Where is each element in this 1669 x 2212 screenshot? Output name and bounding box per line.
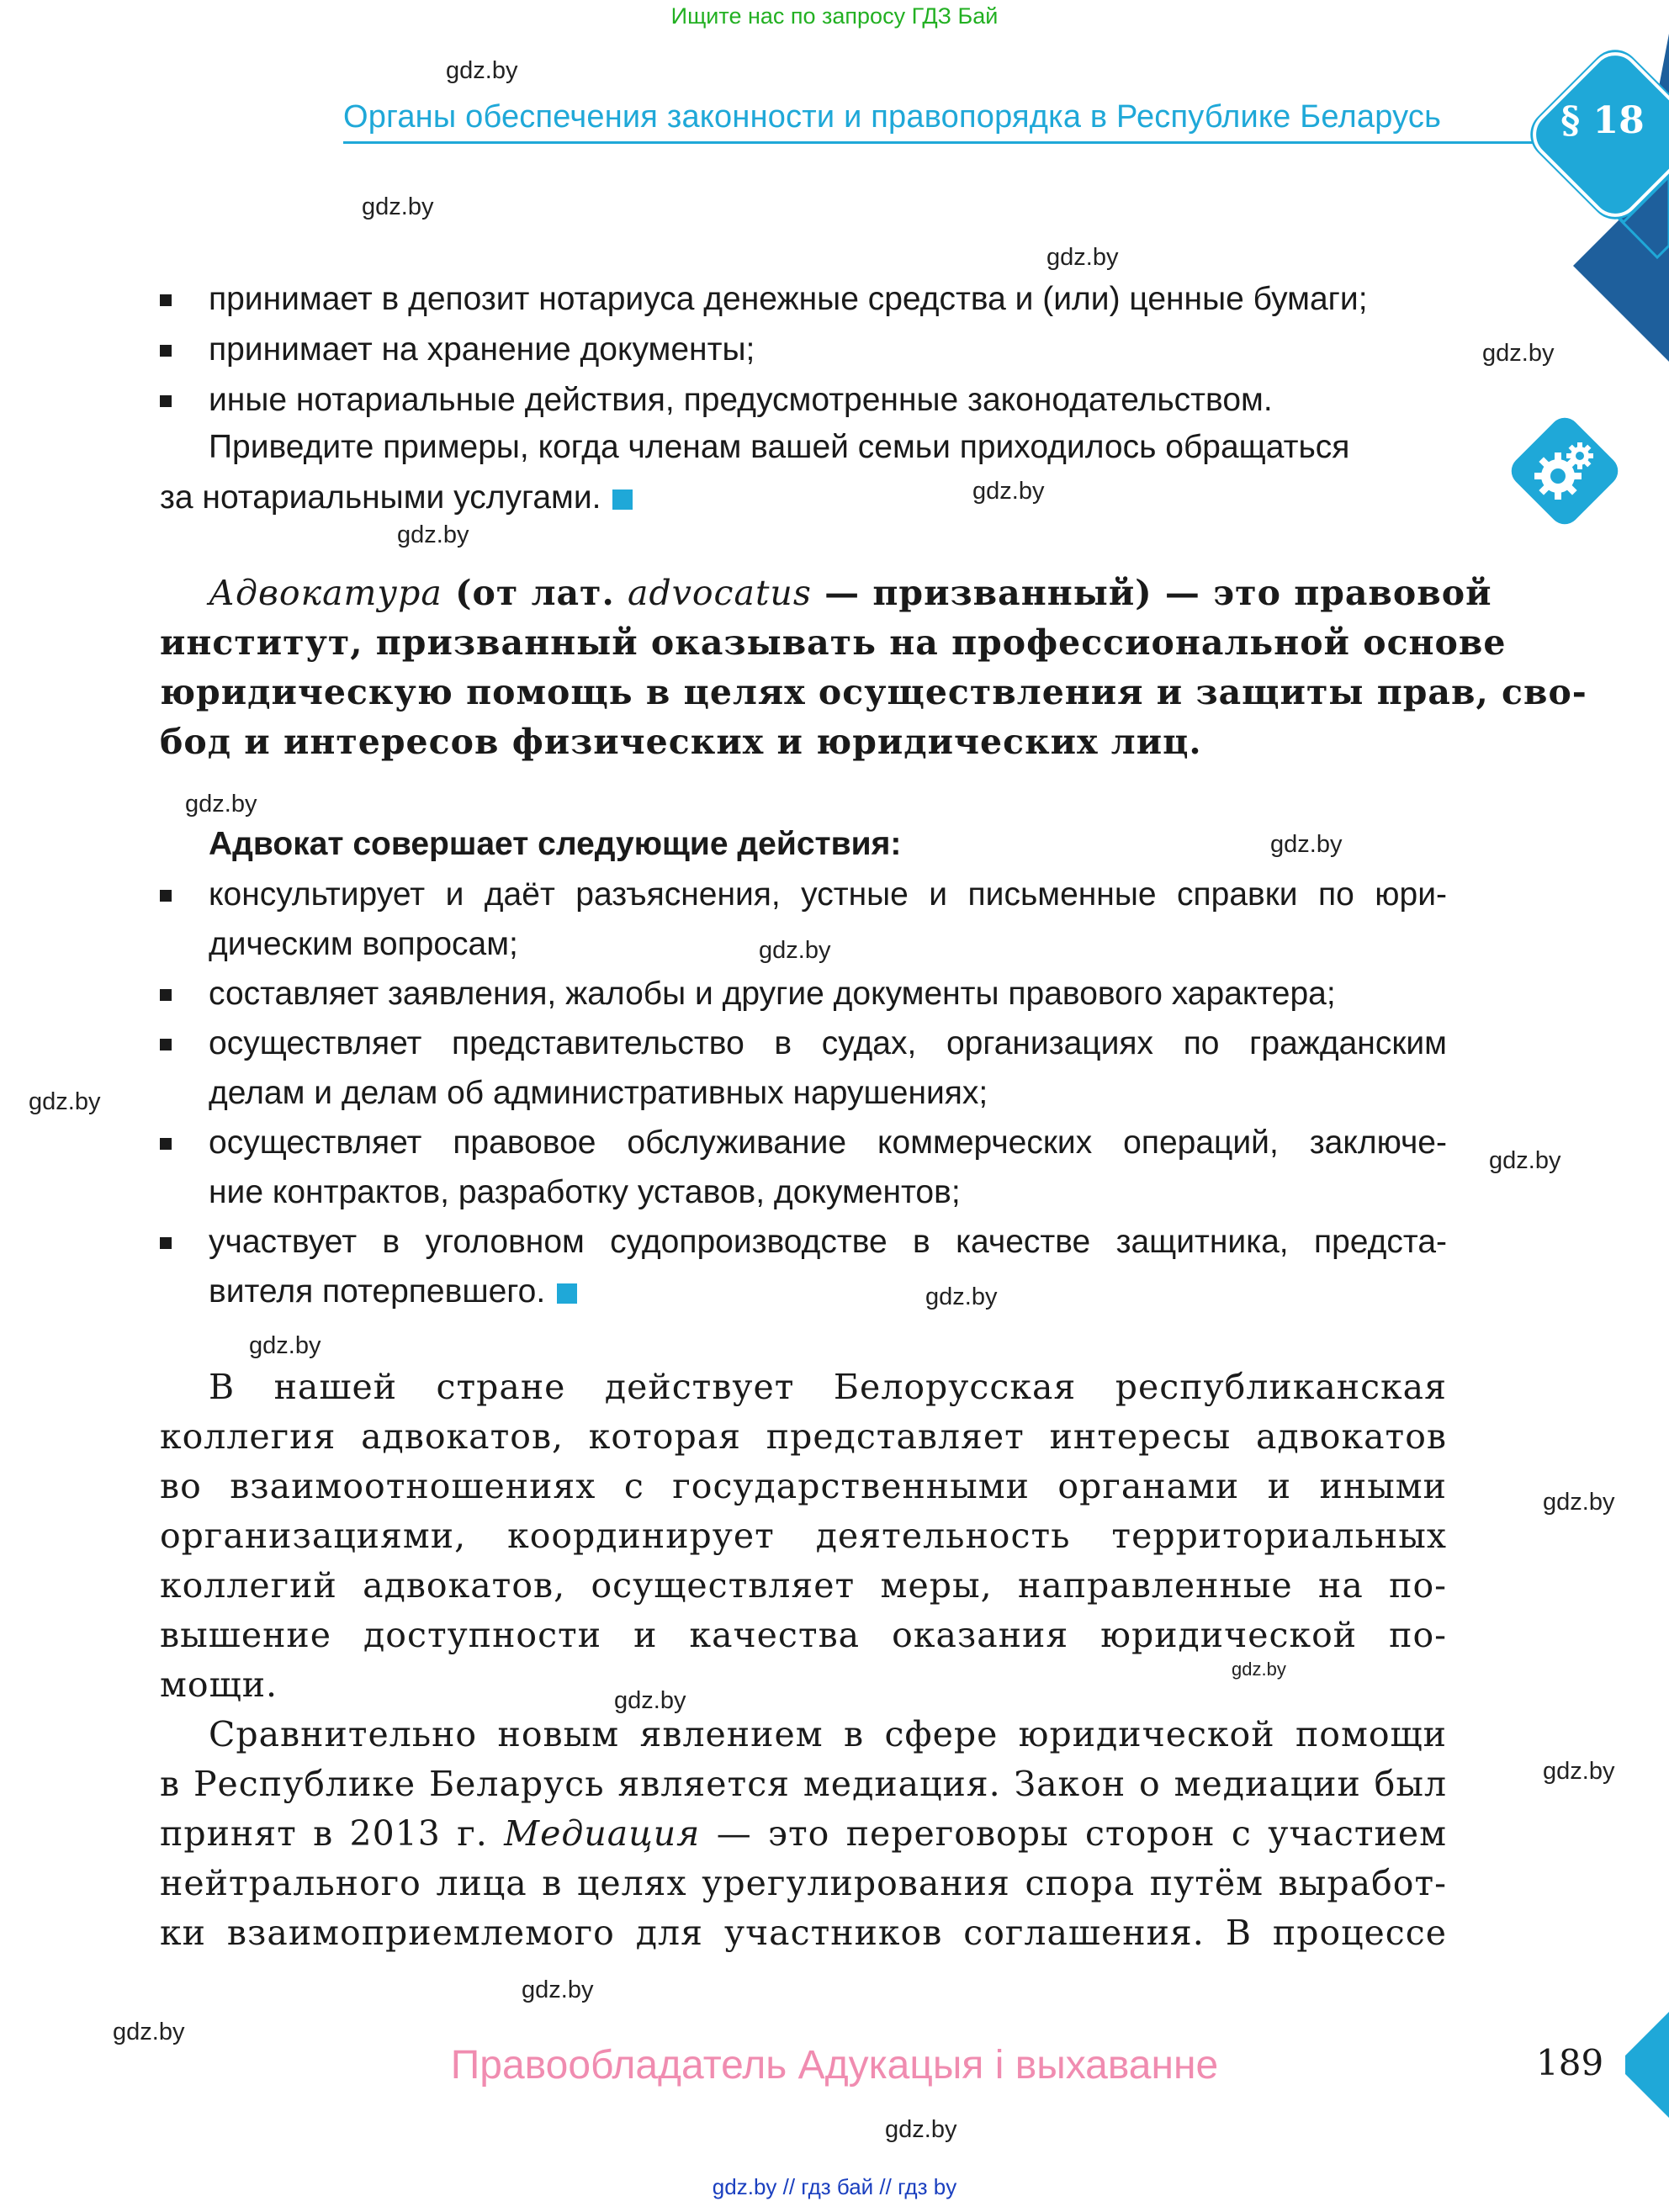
watermark: gdz.by (362, 193, 434, 220)
bullet-marker (160, 294, 172, 306)
paragraph-line: во взаимоотношениях с государственными органами и иными (160, 1466, 1447, 1506)
watermark: gdz.by (1270, 831, 1343, 858)
paragraph-line: мощи. (160, 1664, 278, 1705)
list-item: осуществляет представительство в судах, организациях по гражданским (209, 1025, 1447, 1061)
copyright-holder: Правообладатель Адукацыя і выхаванне (450, 2043, 1219, 2088)
watermark: gdz.by (972, 478, 1045, 505)
watermark: gdz.by (885, 2116, 957, 2143)
list-item: принимает на хранение документы; (209, 331, 755, 368)
header-rule (343, 141, 1546, 144)
watermark: gdz.by (1046, 244, 1119, 271)
watermark: gdz.by (1232, 1659, 1286, 1680)
watermark: gdz.by (249, 1332, 321, 1359)
end-marker-icon (557, 1283, 577, 1304)
paragraph-line: ки взаимоприемлемого для участников соглашения. В процессе (160, 1913, 1447, 1953)
page-tab-icon (1619, 2012, 1669, 2118)
paragraph-line: нейтрального лица в целях урегулирования спора путём выработ- (160, 1863, 1447, 1903)
list-item: консультирует и даёт разъяснения, устные и письменные справки по юри- (209, 876, 1447, 913)
paragraph-line: вышение доступности и качества оказания юридической по- (160, 1615, 1447, 1655)
watermark: gdz.by (759, 937, 831, 964)
watermark: gdz.by (185, 791, 257, 818)
task-line: за нотариальными услугами. (160, 473, 633, 522)
watermark: gdz.by (446, 57, 518, 84)
section-corner-decoration (1497, 25, 1669, 362)
task-line: Приведите примеры, когда членам вашей семьи приходилось обращаться (209, 429, 1350, 465)
paragraph-line: принят в 2013 г. Медиация — это переговоры сторон с участием (160, 1813, 1447, 1854)
list-item: вителя потерпевшего. (209, 1267, 577, 1316)
list-item: дическим вопросам; (209, 926, 518, 962)
watermark: gdz.by (925, 1283, 998, 1310)
definition-line: юридическую помощь в целях осуществления и защиты прав, сво- (160, 672, 1587, 712)
bullet-marker (160, 1039, 172, 1050)
page-number: 189 (1536, 2042, 1604, 2083)
watermark: gdz.by (113, 2019, 185, 2045)
watermark: gdz.by (522, 1977, 594, 2003)
list-item: ние контрактов, разработку уставов, документов; (209, 1174, 961, 1210)
bullet-marker (160, 345, 172, 357)
list-item: составляет заявления, жалобы и другие документы правового характера; (209, 976, 1336, 1012)
definition-line: Адвокатура (от лат. advocatus — призванный) — это правовой (209, 573, 1492, 613)
paragraph-line: коллегия адвокатов, которая представляет интересы адвокатов (160, 1416, 1447, 1457)
section-badge: § 18 (1560, 99, 1645, 142)
advocate-actions-heading: Адвокат совершает следующие действия: (209, 826, 902, 862)
list-item: осуществляет правовое обслуживание коммерческих операций, заключе- (209, 1125, 1447, 1161)
bullet-marker (160, 890, 172, 902)
bullet-marker (160, 1138, 172, 1150)
list-item: иные нотариальные действия, предусмотренные законодательством. (209, 382, 1273, 418)
paragraph-line: Сравнительно новым явлением в сфере юридической помощи (209, 1714, 1447, 1754)
watermark: gdz.by (397, 521, 469, 548)
watermark: gdz.by (1482, 340, 1555, 367)
gears-icon (1502, 409, 1627, 533)
bullet-marker (160, 1237, 172, 1249)
paragraph-line: в Республике Беларусь является медиация. Закон о медиации был (160, 1764, 1447, 1804)
watermark: gdz.by (1543, 1489, 1615, 1516)
watermark: gdz.by (1489, 1147, 1561, 1174)
list-item: участвует в уголовном судопроизводстве в качестве защитника, предста- (209, 1224, 1447, 1260)
list-item: принимает в депозит нотариуса денежные средства и (или) ценные бумаги; (209, 281, 1368, 317)
running-head: Органы обеспечения законности и правопорядка в Республике Беларусь (343, 99, 1442, 135)
watermark: gdz.by (614, 1687, 686, 1714)
paragraph-line: коллегий адвокатов, осуществляет меры, направленные на по- (160, 1565, 1447, 1606)
top-banner[interactable]: Ищите нас по запросу ГДЗ Бай (670, 3, 999, 29)
definition-line: бод и интересов физических и юридических лиц. (160, 722, 1202, 762)
bottom-links[interactable]: gdz.by // гдз бай // гдз by (712, 2174, 957, 2199)
bullet-marker (160, 395, 172, 407)
bullet-marker (160, 989, 172, 1001)
paragraph-line: В нашей стране действует Белорусская республиканская (209, 1367, 1447, 1407)
paragraph-line: организациями, координирует деятельность территориальных (160, 1516, 1447, 1556)
watermark: gdz.by (1543, 1758, 1615, 1785)
watermark: gdz.by (29, 1088, 101, 1115)
end-marker-icon (612, 489, 633, 510)
definition-line: институт, призванный оказывать на профессиональной основе (160, 622, 1507, 663)
list-item: делам и делам об административных нарушениях; (209, 1075, 988, 1111)
